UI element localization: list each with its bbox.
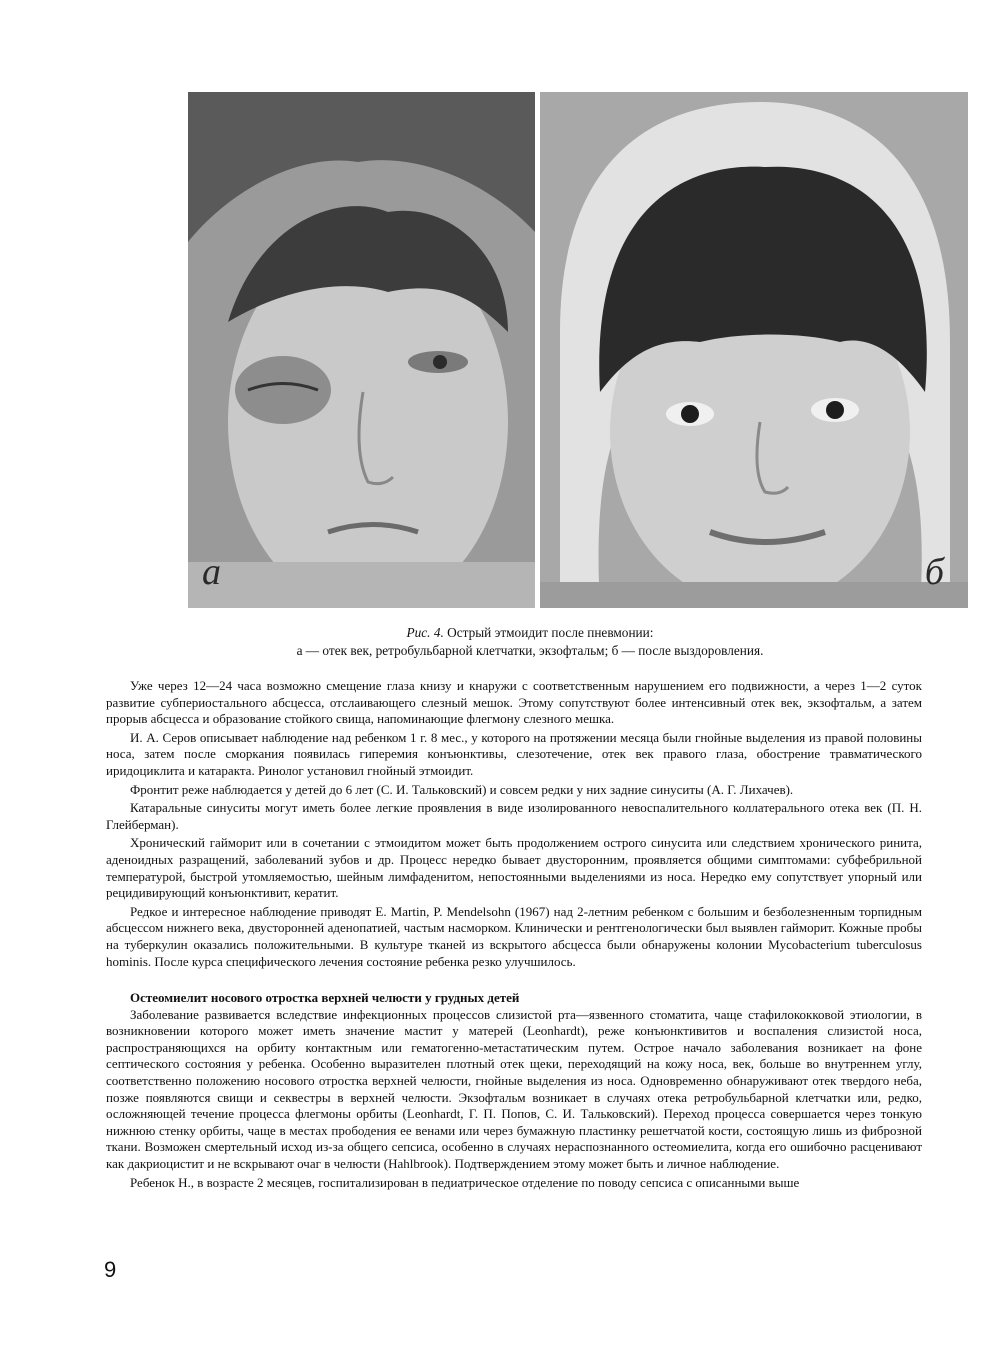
- paragraph: Уже через 12—24 часа возможно смещение глаза книзу и кнаружи с соответственным нарушением его подвижности, а через 1—2 суток развитие субпериостального абсцесса, отслаивающего слезный мешок. Этому сопутствуют более интенсивный отек век, экзофтальм, а затем прорыв абсцесса и образование стойкого свища, напоминающие флегмону слезного мешка.: [106, 678, 922, 727]
- child-face-recovered-image: [540, 92, 968, 608]
- child-face-swollen-eye-image: [188, 92, 535, 608]
- photo-panel-a: [188, 92, 535, 608]
- paragraph: Катаральные синуситы могут иметь более легкие проявления в виде изолированного невоспалительного коллатерального отека век (П. Н. Глейберман).: [106, 800, 922, 832]
- caption-line-2: а — отек век, ретробульбарной клетчатки, экзофтальм; б — после выздоровления.: [296, 643, 764, 658]
- paragraph: Заболевание развивается вследствие инфекционных процессов слизистой рта—язвенного стоматита, чаще стафилококковой этиологии, в возникновении которого может иметь значение мастит у матерей (Leonhardt), реже конъюнктивитов и воспаления слизистой носа, распространяющихся на орбиту контактным или гематогенно-метастатическим путем. Острое начало заболевания возникает на фоне септического состояния у ребенка. Особенно выразителен плотный отек щеки, переходящий на кожу носа, век, больше во внутреннем углу, соответственно положению носового отростка верхней челюсти, гнойные выделения из носа. Одновременно обнаруживают отек твердого неба, позже появляются свищи и секвестры в верхней челюсти. Экзофтальм возникает в случаях отека ретробульбарной клетчатки или, редко, осложняющей течение процесса флегмоны орбиты (Leonhardt, Г. П. Попов, С. И. Тальковский). Переход процесса совершается через тонкую нижнюю стенку орбиты, чаще в местах прободения ее венами или через бумажную пластинку решетчатой кости, состоящую лишь из фиброзной ткани. Возможен смертельный исход из-за общего сепсиса, особенно в случаях нераспознанного остеомиелита, когда его ошибочно расценивают как дакриоцистит и не вскрывают очаг в челюсти (Hahlbrook). Подтверждением этому может быть и личное наблюдение.: [106, 1006, 922, 1172]
- paragraph: И. А. Серов описывает наблюдение над ребенком 1 г. 8 мес., у которого на протяжении месяца были гнойные выделения из правой половины носа, затем после сморкания появилась гиперемия конъюнктивы, слезотечение, отек век правого глаза, обострение травматического иридоциклита и катаракта. Ринолог установил гнойный этмоидит.: [106, 729, 922, 778]
- photo-panel-b: [540, 92, 968, 608]
- panel-a-letter: а: [202, 551, 221, 593]
- paragraph: Фронтит реже наблюдается у детей до 6 лет (С. И. Тальковский) и совсем редки у них задние синуситы (А. Г. Лихачев).: [130, 781, 794, 797]
- paragraph: Хронический гайморит или в сочетании с этмоидитом может быть продолжением острого синусита или следствием хронического ринита, аденоидных разращений, заболеваний зубов и др. Процесс нередко бывает двусторонним, проявляется общими симптомами: субфебрильной температурой, быстрой утомляемостью, шейным лимфаденитом, непостоянными выделениями из носа. Нередко ему сопутствует упорный или рецидивирующий конъюнктивит, кератит.: [106, 835, 922, 901]
- figure-photos: [188, 92, 968, 608]
- caption-title: Острый этмоидит после пневмонии:: [447, 625, 654, 640]
- caption-figure-label: Рис. 4.: [406, 625, 444, 640]
- paragraph: Редкое и интересное наблюдение приводят E. Martin, P. Mendelsohn (1967) над 2-летним ребенком с большим и безболезненным торпидным абсцессом нижнего века, двусторонней аденопатией, частым насморком. Клинически и рентгенологически был выявлен гайморит. Кожные пробы на туберкулин оказались положительными. В культуре тканей из вскрытого абсцесса были обнаружены колонии Mycobacterium tuberculosus hominis. После курса специфического лечения состояние ребенка резко улучшилось.: [106, 903, 922, 969]
- page-number: 9: [104, 1257, 117, 1282]
- figure-caption: [120, 624, 940, 660]
- section-heading: Остеомиелит носового отростка верхней челюсти у грудных детей: [130, 990, 520, 1006]
- caption-line-1: [120, 624, 940, 642]
- paragraph: Ребенок Н., в возрасте 2 месяцев, госпитализирован в педиатрическое отделение по поводу сепсиса с описанными выше: [130, 1174, 800, 1190]
- panel-b-letter: б: [924, 551, 944, 593]
- body-text: [106, 678, 922, 1193]
